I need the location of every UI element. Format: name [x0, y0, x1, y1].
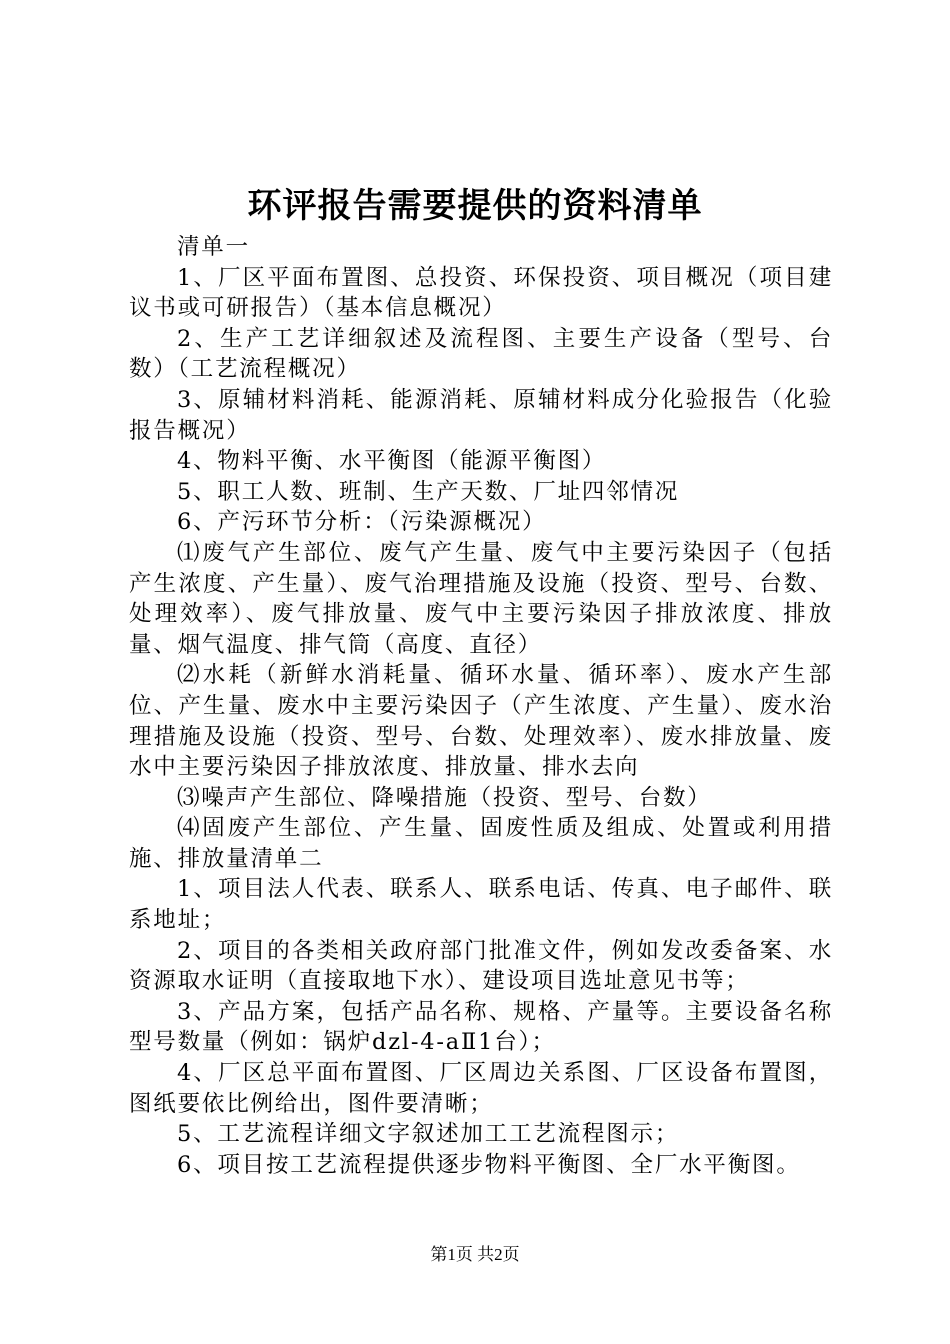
- paragraph-item: 3、原辅材料消耗、能源消耗、原辅材料成分化验报告（化验报告概况）: [129, 386, 833, 444]
- paragraph-item-solid-waste: ⑷固废产生部位、产生量、固废性质及组成、处置或利用措施、排放量清单二: [129, 815, 833, 872]
- paragraph-item: 4、厂区总平面布置图、厂区周边关系图、厂区设备布置图，图纸要依比例给出，图件要清晰；: [129, 1060, 833, 1117]
- paragraph-item-noise: ⑶噪声产生部位、降噪措施（投资、型号、台数）: [177, 784, 712, 811]
- paragraph-item: 5、职工人数、班制、生产天数、厂址四邻情况: [177, 478, 680, 505]
- paragraph-item: 1、项目法人代表、联系人、联系电话、传真、电子邮件、联系地址；: [129, 876, 833, 934]
- paragraph-item: 6、产污环节分析：（污染源概况）: [177, 509, 547, 536]
- paragraph-item: 6、项目按工艺流程提供逐步物料平衡图、全厂水平衡图。: [177, 1151, 801, 1178]
- paragraph-item: 2、项目的各类相关政府部门批准文件，例如发改委备案、水资源取水证明（直接取地下水）、建设项目选址意见书等；: [129, 937, 833, 995]
- paragraph-item: 5、工艺流程详细文字叙述加工工艺流程图示；: [177, 1121, 680, 1148]
- paragraph-item-exhaust-gas: ⑴废气产生部位、废气产生量、废气中主要污染因子（包括产生浓度、产生量）、废气治理措施及设施（投资、型号、台数、处理效率）、废气排放量、废气中主要污染因子排放浓度、排放量、烟气温度、排气筒（高度、直径）: [129, 539, 833, 658]
- page-number-footer: 第1页 共2页: [430, 1245, 520, 1264]
- paragraph-item: 2、生产工艺详细叙述及流程图、主要生产设备（型号、台数）（工艺流程概况）: [129, 325, 833, 383]
- paragraph-item: 4、物料平衡、水平衡图（能源平衡图）: [177, 448, 607, 475]
- document-body: [129, 232, 833, 1180]
- document-title: 环评报告需要提供的资料清单: [247, 186, 703, 226]
- paragraph-item-water: ⑵水耗（新鲜水消耗量、循环水量、循环率）、废水产生部位、产生量、废水中主要污染因子（产生浓度、产生量）、废水治理措施及设施（投资、型号、台数、处理效率）、废水排放量、废水中主要污染因子排放浓度、排放量、排水去向: [129, 662, 833, 781]
- paragraph-item: 3、产品方案，包括产品名称、规格、产量等。主要设备名称型号数量（例如：锅炉dzl-4-aⅡ1台）；: [129, 998, 833, 1056]
- paragraph-list-one-heading: 清单一: [177, 234, 250, 260]
- paragraph-item: 1、厂区平面布置图、总投资、环保投资、项目概况（项目建议书或可研报告）（基本信息概况）: [129, 264, 833, 322]
